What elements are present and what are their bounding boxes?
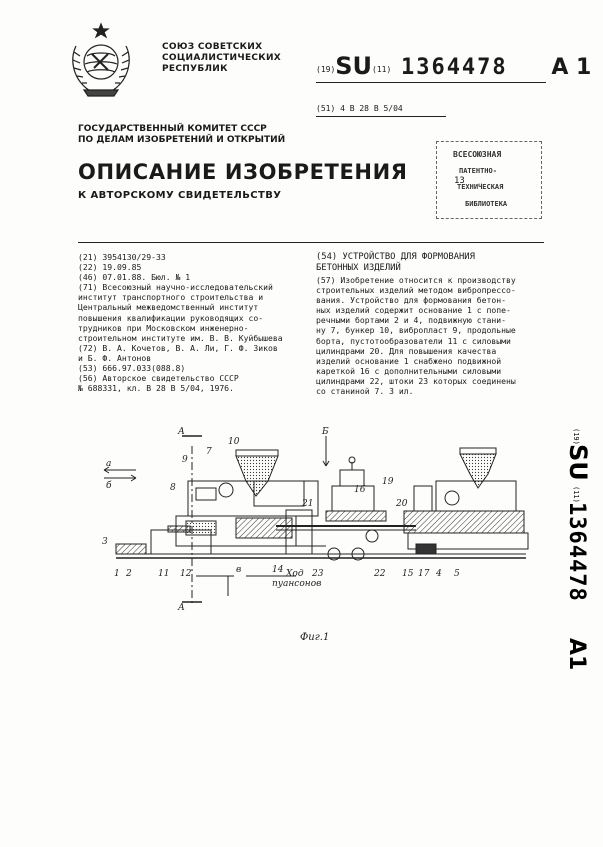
bib-line: (21) 3954130/29-33 [78, 252, 166, 262]
code-11: (11) [372, 65, 392, 74]
union-line: СОЦИАЛИСТИЧЕСКИХ [162, 53, 282, 63]
bib-line: (72) В. А. Кочетов, В. А. Ли, Г. Ф. Зиков [78, 342, 278, 353]
bib-line: (22) 19.09.85 [78, 262, 142, 273]
abstract-line: со станиной 7. 3 ил. [316, 386, 414, 397]
abstract-line: цилиндрами 20. Для повышения качества [316, 345, 497, 356]
kind-code: A 1 [551, 55, 592, 80]
abstract-line: борта, пустотообразователи 11 с силовыми [316, 335, 511, 346]
abstract-line: цилиндрами 22, штоки 23 которых соединены [316, 375, 516, 386]
committee-name [78, 124, 285, 146]
figure-callout-label: 14 [272, 565, 284, 575]
figure-callout-label: 9 [182, 455, 188, 465]
bib-line: и Б. Ф. Антонов [78, 352, 152, 363]
abstract-line: вания. Устройство для формования бетон- [316, 295, 507, 306]
side-patent-number: 1364478 [564, 502, 589, 602]
abstract-line: речными бортами 2 и 4, подвижную стани- [316, 315, 507, 326]
bib-line: трудников при Московском инженерно- [78, 322, 249, 333]
code-51: (51) 4 [316, 104, 345, 113]
figure-callout-label: Б [322, 427, 329, 437]
bib-line: (46) 07.01.88. Бюл. № 1 [78, 272, 191, 283]
figure-callout-label: 22 [374, 569, 386, 579]
bib-line: (53) 666.97.033(088.8) [78, 363, 186, 374]
bib-line: (71) Всесоюзный научно-исследовательский [78, 282, 273, 293]
bib-line: институт транспортного строительства и [78, 292, 264, 303]
figure-callout-label: 5 [454, 569, 460, 579]
invention-title-line: БЕТОННЫХ ИЗДЕЛИЙ [316, 263, 401, 273]
bibliography [78, 252, 296, 393]
figure-callout-label: А [178, 603, 185, 613]
figure-dimension-label: Ход [286, 569, 304, 579]
figure-callout-label: 7 [206, 447, 212, 457]
figure-dimension-label: в [236, 565, 242, 575]
section-rule [78, 242, 544, 243]
bib-line: повышения квалификации руководящих со- [78, 312, 264, 323]
figure-dimension-label: пуансонов [272, 579, 322, 589]
stamp-line: БИБЛИОТЕКА [465, 200, 508, 208]
figure-callout-label: 10 [228, 437, 240, 447]
figure-callout-label: 19 [382, 477, 394, 487]
stamp-line: ТЕХНИЧЕСКАЯ [457, 183, 504, 191]
document-subtitle: К АВТОРСКОМУ СВИДЕТЕЛЬСТВУ [78, 190, 282, 201]
patent-number: 1364478 [400, 55, 508, 80]
abstract-line: (57) Изобретение относится к производству [316, 275, 516, 285]
side-country: SU [564, 444, 592, 481]
figure-callout-label: 11 [158, 569, 170, 579]
code-19: (19) [316, 65, 336, 74]
figure-callout-label: 3 [102, 537, 108, 547]
state-emblem-icon [62, 18, 140, 100]
stamp-mark: 13 [454, 176, 465, 186]
abstract-line: ну 7, бункер 10, вибропласт 9, продольные [316, 325, 516, 336]
abstract-line: изделий основание 1 снабжено подвижной [316, 355, 502, 366]
bib-line: (56) Авторское свидетельство СССР [78, 373, 239, 384]
figure-callout-label: 4 [436, 569, 442, 579]
ipc-value: B 28 B 5/04 [349, 104, 403, 113]
figure-callout-label: 1 [114, 569, 120, 579]
abstract-line: строительных изделий методом вибропрессо- [316, 285, 516, 296]
figure-callout-label: 8 [170, 483, 176, 493]
figure-caption: Фиг.1 [300, 632, 330, 643]
figure-callout-label: 16 [354, 485, 366, 495]
abstract [316, 275, 538, 396]
ipc-classification [316, 104, 403, 113]
figure-callout-label: а [106, 459, 112, 469]
figure-callout-label: б [106, 481, 112, 491]
figure-callout-label: А [178, 427, 185, 437]
side-patent-label [548, 426, 592, 690]
country-code: SU [335, 52, 373, 80]
abstract-line: ных изделий содержит основание 1 с попе- [316, 305, 511, 316]
figure-callout-label: 17 [418, 569, 430, 579]
invention-title-line: (54) УСТРОЙСТВО ДЛЯ ФОРМОВАНИЯ [316, 252, 475, 262]
stamp-line: ПАТЕНТНО- [459, 167, 497, 175]
side-kind: A1 [564, 638, 589, 671]
figure-callout-label: 2 [126, 569, 132, 579]
invention-title [316, 252, 475, 274]
figure-callout-label: 12 [180, 569, 192, 579]
bib-line: № 688331, кл. В 28 В 5/04, 1976. [78, 383, 234, 394]
stamp-line: ВСЕСОЮЗНАЯ [453, 150, 502, 159]
figure-callout-label: 15 [402, 569, 414, 579]
figure-callout-label: 21 [302, 499, 314, 509]
document-title: ОПИСАНИЕ ИЗОБРЕТЕНИЯ [78, 160, 408, 184]
union-line: СОЮЗ СОВЕТСКИХ [162, 42, 263, 52]
ipc-rule [316, 116, 446, 117]
union-line: РЕСПУБЛИК [162, 64, 228, 74]
committee-line: ГОСУДАРСТВЕННЫЙ КОМИТЕТ СССР [78, 124, 267, 134]
header-rule [316, 82, 546, 83]
patent-number-block [316, 52, 591, 80]
figure-callout-label: 20 [396, 499, 408, 509]
bib-line: строительном институте им. В. В. Куйбышева [78, 332, 283, 343]
side-code-11: (11) [572, 486, 580, 503]
abstract-line: кареткой 16 с дополнительными силовыми [316, 365, 502, 376]
union-name [162, 42, 281, 75]
figure-callout-label: 23 [312, 569, 324, 579]
technical-drawing [96, 426, 526, 626]
committee-line: ПО ДЕЛАМ ИЗОБРЕТЕНИЙ И ОТКРЫТИЙ [78, 135, 286, 145]
side-code-19: (19) [572, 428, 580, 445]
library-stamp [436, 141, 542, 219]
bib-line: Центральный межведомственный институт [78, 302, 259, 313]
